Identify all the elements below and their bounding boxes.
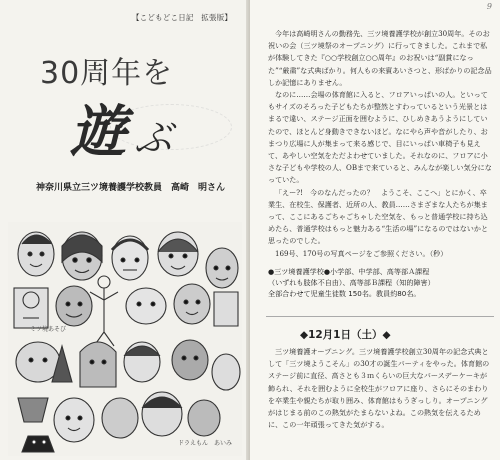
section-divider [266, 316, 494, 317]
drawn-face [174, 284, 210, 324]
drawn-face [102, 398, 138, 438]
artwork-label: ミツ境あそび [30, 326, 67, 333]
series-header: 【こどもどこ日記 拡張版】 [132, 13, 233, 22]
article-body [268, 28, 492, 264]
artwork-label: ドラえもん あいみ [178, 440, 233, 447]
title-line-2 [70, 88, 170, 168]
title-kana: ぶ [134, 116, 171, 160]
author-byline: 神奈川県立三ツ境養護学校教員 高崎 明さん [36, 183, 226, 193]
title-line-1: 30周年を [40, 56, 174, 91]
drawn-face [56, 286, 92, 326]
paragraph: なのに……会場の体育館に入ると、フロアいっぱいの人。といってもサイズのそろった子どもたちが整然とすわっているという光景とはまるで違い、ステージ正面を囲むように、ひしめきあうようにしていたので、ほとんど身動きできないほど。なにやら声や音がしたり、おまつり広場に人が集まって来る感じで、目にいっぱい車椅子も見えて、あやしい空気をただよわせていました。それなのに、フロアに小さな子どもや学校の人、OBまで来ていると、みんなが楽しい気分になっていた。 [268, 90, 492, 185]
paragraph: 三ツ境養護オープニング。三ツ境養護学校創立30周年の記念式典として「三ツ境ようこそん」の30才の誕生パーティをやった。体育館のステージ前に直径、高さとも３ｍくらいの巨大なバースデーケーキが飾られ、それを囲むように全校生がフロアに座り、さらにそのまわりを卒業生や親たちが取り囲み、体育館はもうぎっしり。オープニングがはじまる前のこの熱気がたまらないよね。この熱気を伝えるために、この一年頑張ってきた気がする。 [268, 347, 490, 430]
children-drawings-collage [8, 222, 242, 456]
drawn-face [206, 248, 238, 288]
page-number: 9 [486, 2, 492, 11]
drawn-face [112, 236, 148, 280]
paragraph: 169号、170号の写真ページをご参照ください。（秒） [275, 248, 448, 258]
school-info-note [268, 266, 490, 299]
paragraph: 「えー?! 今のなんだったの？ ようこそ、ここへ」とにかく、卒業生、在校生、保護者、近所の人、教員……さまざまな人たちが集まって、ここにあるごちゃごちゃした空気を、もっと普通学校に持ち込めたら、普通学校はもっと魅力ある“生活の場”になるのではないかと思ったのでした。 [268, 187, 489, 246]
drawn-face [126, 288, 166, 324]
note-line: （いずれも肢体不自由）、高等部Ｂ課程（知的障害） [268, 278, 435, 287]
title-kanji: 遊 [70, 99, 124, 165]
paragraph: 今年は高崎明さんの勤務先、三ツ境養護学校が創立30周年。そのお祝いの会（三ツ境祭のオープニング）に行ってきました。これまで私が体験してきた『○○学校創立○○周年』のお祝いは“副賞になった”“厳粛”な式典ばかり。何人もの来賓あいさつと、形ばかりの記念品しか記憶にありません。 [268, 29, 492, 87]
drawn-face [212, 354, 240, 390]
note-line: ●三ツ境養護学校●小学部、中学部、高等部Ａ課程 [268, 267, 430, 276]
drawn-face [188, 400, 220, 436]
note-line: 全部合わせて児童生徒数 150名。教員約80名。 [268, 289, 421, 298]
drawn-face [172, 340, 208, 380]
diary-entry [268, 346, 492, 456]
date-heading: ◆12月1日（土）◆ [300, 329, 391, 341]
drawn-face [54, 398, 94, 442]
